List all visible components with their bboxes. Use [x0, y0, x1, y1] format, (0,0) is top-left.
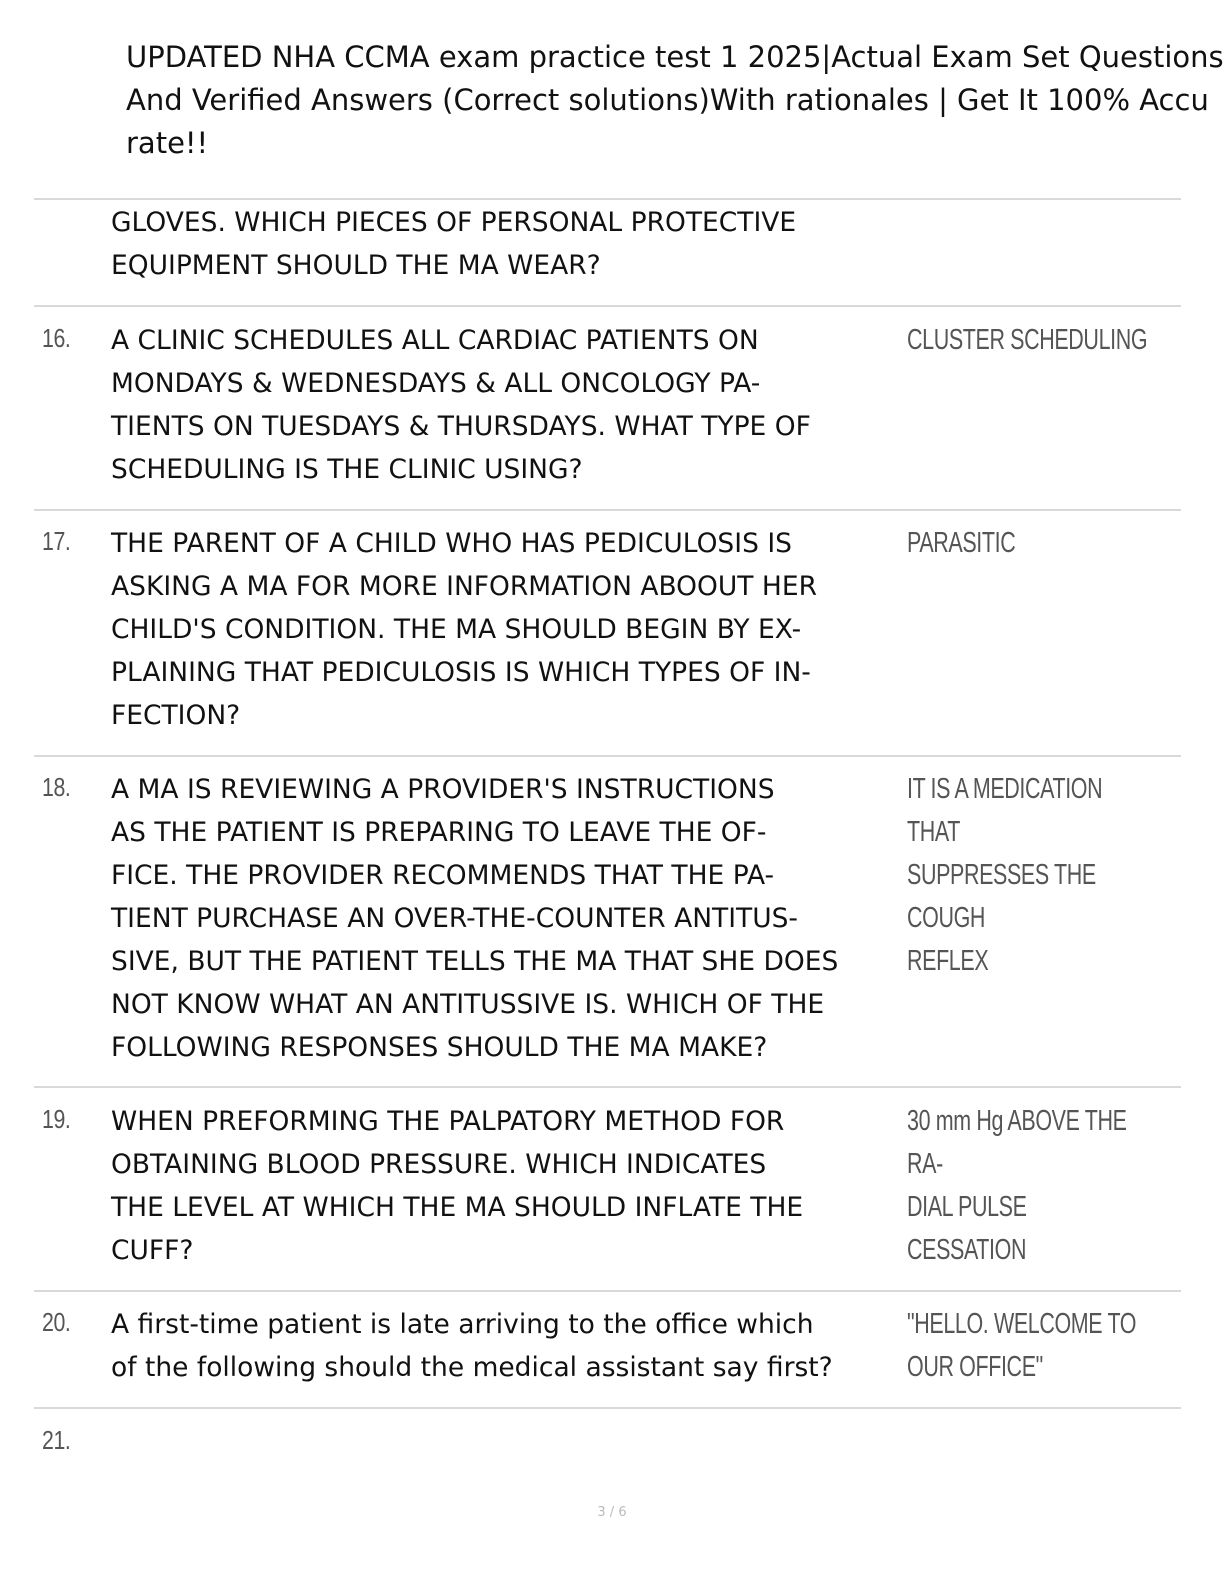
row-divider	[34, 198, 1181, 200]
question-text: A MA IS REVIEWING A PROVIDER'S INSTRUCTIONS AS THE PATIENT IS PREPARING TO LEAVE THE OF- FICE. THE PROVIDER RECOMMENDS THAT THE PA- TIENT PURCHASE AN OVER-THE-COUNTER ANTITUS- SIVE, BUT THE PATIENT TELLS THE MA THAT SHE DOES NOT KNOW WHAT AN ANTITUSSIVE IS. WHICH OF THE FOLLOWING RESPONSES SHOULD THE MA MAKE?	[111, 774, 839, 1063]
answer-text: IT IS A MEDICATION THAT SUPPRESSES THE COUGH REFLEX	[907, 773, 1103, 977]
row-divider	[34, 1407, 1181, 1409]
question-text: THE PARENT OF A CHILD WHO HAS PEDICULOSIS IS ASKING A MA FOR MORE INFORMATION ABOOUT HER CHILD'S CONDITION. THE MA SHOULD BEGIN BY EX- PLAINING THAT PEDICULOSIS IS WHICH TYPES OF IN- FECTION?	[111, 528, 817, 731]
row-divider	[34, 305, 1181, 307]
question-number: 16.	[42, 323, 71, 353]
question-number: 17.	[42, 526, 71, 556]
answer-text: PARASITIC	[907, 527, 1016, 559]
row-divider	[34, 1086, 1181, 1088]
answer-text: "HELLO. WELCOME TO OUR OFFICE"	[907, 1308, 1137, 1383]
question-number: 18.	[42, 772, 71, 802]
question-text: A first-time patient is late arriving to the office which of the following should the medical assistant say first?	[111, 1309, 833, 1383]
row-divider	[34, 755, 1181, 757]
question-text: A CLINIC SCHEDULES ALL CARDIAC PATIENTS ON MONDAYS & WEDNESDAYS & ALL ONCOLOGY PA- TIENTS ON TUESDAYS & THURSDAYS. WHAT TYPE OF SCHEDULING IS THE CLINIC USING?	[111, 325, 811, 485]
answer-text: 30 mm Hg ABOVE THE RA- DIAL PULSE CESSATION	[907, 1105, 1127, 1266]
row-divider	[34, 1290, 1181, 1292]
document-title: UPDATED NHA CCMA exam practice test 1 2025|Actual Exam Set Questions And Verified Answers (Correct solutions)With rationales | Get It 100% Accu rate!!	[126, 40, 1224, 160]
question-number: 20.	[42, 1307, 71, 1337]
question-text: WHEN PREFORMING THE PALPATORY METHOD FOR OBTAINING BLOOD PRESSURE. WHICH INDICATES THE LEVEL AT WHICH THE MA SHOULD INFLATE THE CUFF?	[111, 1106, 804, 1266]
question-text: GLOVES. WHICH PIECES OF PERSONAL PROTECTIVE EQUIPMENT SHOULD THE MA WEAR?	[111, 207, 797, 281]
answer-text: CLUSTER SCHEDULING	[907, 324, 1148, 356]
question-number: 21.	[42, 1425, 71, 1455]
row-divider	[34, 509, 1181, 511]
question-number: 19.	[42, 1104, 71, 1134]
page-indicator: 3 / 6	[597, 1505, 627, 1520]
